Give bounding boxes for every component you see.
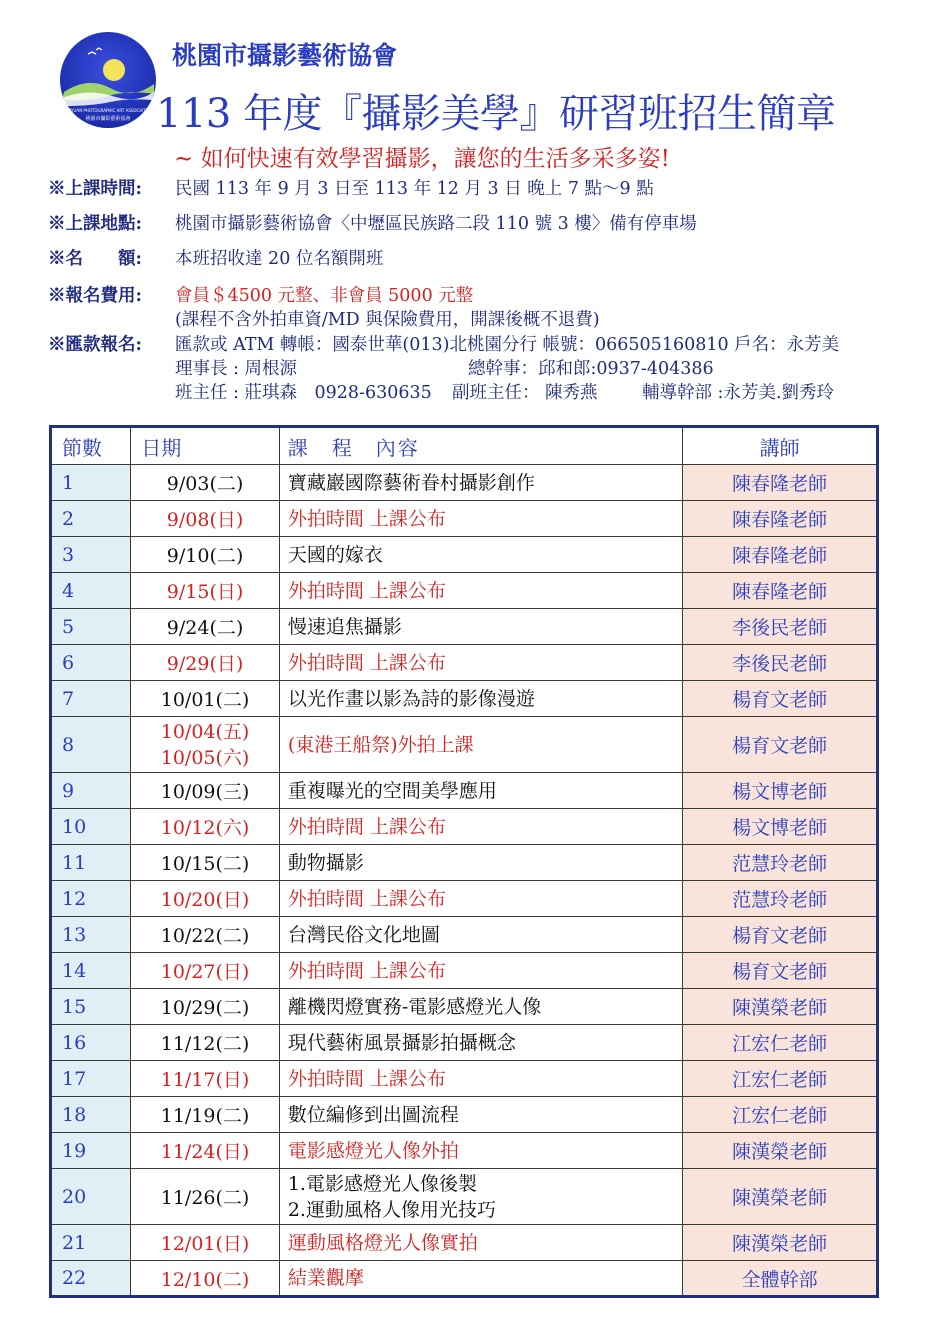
row-no: 8 bbox=[51, 717, 131, 773]
info-place bbox=[40, 212, 900, 236]
row-no: 19 bbox=[51, 1133, 131, 1169]
row-date: 10/09(三) bbox=[131, 773, 280, 809]
organization-name: 桃園市攝影藝術協會 bbox=[172, 41, 398, 70]
schedule-table bbox=[49, 425, 879, 1298]
table-row bbox=[51, 881, 878, 917]
row-date: 11/12(二) bbox=[131, 1025, 280, 1061]
logo-text-cn: 桃園市攝影藝術協會 bbox=[85, 116, 131, 122]
row-date: 12/01(日) bbox=[131, 1225, 280, 1261]
row-teacher: 陳漢榮老師 bbox=[683, 989, 878, 1025]
vice-director: 副班主任： 陳秀燕 bbox=[452, 383, 598, 403]
table-row bbox=[51, 917, 878, 953]
row-no: 18 bbox=[51, 1097, 131, 1133]
row-no: 17 bbox=[51, 1061, 131, 1097]
payment-value: 匯款或 ATM 轉帳：國泰世華(013)北桃園分行 帳號：066505160810 戶名：永芳美 bbox=[175, 335, 840, 355]
payment-label: ※匯款報名: bbox=[48, 335, 142, 355]
row-no: 6 bbox=[51, 645, 131, 681]
row-date-line1: 10/04(五) bbox=[160, 720, 250, 743]
row-no: 10 bbox=[51, 809, 131, 845]
table-row bbox=[51, 717, 878, 773]
row-no: 4 bbox=[51, 573, 131, 609]
row-date: 10/15(二) bbox=[131, 845, 280, 881]
row-no: 1 bbox=[51, 465, 131, 501]
row-date: 11/24(日) bbox=[131, 1133, 280, 1169]
staff: 輔導幹部 :永芳美.劉秀玲 bbox=[642, 383, 835, 403]
row-date: 11/17(日) bbox=[131, 1061, 280, 1097]
row-date: 9/29(日) bbox=[131, 645, 280, 681]
row-content bbox=[279, 1169, 682, 1225]
row-content: 現代藝術風景攝影拍攝概念 bbox=[279, 1025, 682, 1061]
row-no: 5 bbox=[51, 609, 131, 645]
row-date: 9/08(日) bbox=[131, 501, 280, 537]
table-row bbox=[51, 1261, 878, 1297]
row-content: 慢速追焦攝影 bbox=[279, 609, 682, 645]
page-subtitle: ~ 如何快速有效學習攝影，讓您的生活多采多姿! bbox=[174, 146, 670, 172]
row-content: 寶藏巖國際藝術眷村攝影創作 bbox=[279, 465, 682, 501]
row-no: 12 bbox=[51, 881, 131, 917]
row-content: 離機閃燈實務-電影感燈光人像 bbox=[279, 989, 682, 1025]
table-row bbox=[51, 465, 878, 501]
info-quota bbox=[40, 247, 900, 271]
row-content: 運動風格燈光人像實拍 bbox=[279, 1225, 682, 1261]
row-teacher: 范慧玲老師 bbox=[683, 845, 878, 881]
row-teacher: 江宏仁老師 bbox=[683, 1097, 878, 1133]
row-content-line2: 2.運動風格人像用光技巧 bbox=[287, 1198, 496, 1221]
row-date: 10/12(六) bbox=[131, 809, 280, 845]
fee-note: (課程不含外拍車資/MD 與保險費用，開課後概不退費) bbox=[175, 310, 600, 330]
row-content: 重複曝光的空間美學應用 bbox=[279, 773, 682, 809]
row-teacher: 江宏仁老師 bbox=[683, 1061, 878, 1097]
table-header-row bbox=[51, 427, 878, 465]
table-row bbox=[51, 1225, 878, 1261]
table-row bbox=[51, 537, 878, 573]
row-content: (東港王船祭)外拍上課 bbox=[279, 717, 682, 773]
row-content: 數位編修到出圖流程 bbox=[279, 1097, 682, 1133]
header-date: 日期 bbox=[131, 427, 280, 465]
row-date: 9/15(日) bbox=[131, 573, 280, 609]
row-content: 外拍時間 上課公布 bbox=[279, 573, 682, 609]
table-row bbox=[51, 645, 878, 681]
row-content: 外拍時間 上課公布 bbox=[279, 953, 682, 989]
info-payment bbox=[40, 333, 910, 405]
row-teacher: 范慧玲老師 bbox=[683, 881, 878, 917]
place-value: 桃園市攝影藝術協會〈中壢區民族路二段 110 號 3 樓〉備有停車場 bbox=[175, 214, 697, 234]
row-teacher: 楊育文老師 bbox=[683, 917, 878, 953]
row-teacher: 李後民老師 bbox=[683, 609, 878, 645]
row-content: 動物攝影 bbox=[279, 845, 682, 881]
row-date: 10/01(二) bbox=[131, 681, 280, 717]
row-date: 10/27(日) bbox=[131, 953, 280, 989]
table-row bbox=[51, 773, 878, 809]
page-title: 113 年度『攝影美學』研習班招生簡章 bbox=[156, 91, 836, 137]
row-teacher: 陳春隆老師 bbox=[683, 573, 878, 609]
row-no: 14 bbox=[51, 953, 131, 989]
table-row bbox=[51, 609, 878, 645]
header-no: 節數 bbox=[51, 427, 131, 465]
quota-label: ※名 額: bbox=[48, 249, 142, 269]
table-row bbox=[51, 989, 878, 1025]
table-row bbox=[51, 681, 878, 717]
row-no: 2 bbox=[51, 501, 131, 537]
info-fee bbox=[40, 284, 900, 332]
table-row bbox=[51, 1025, 878, 1061]
row-teacher: 陳漢榮老師 bbox=[683, 1225, 878, 1261]
table-row bbox=[51, 845, 878, 881]
row-teacher: 楊育文老師 bbox=[683, 681, 878, 717]
quota-value: 本班招收達 20 位名額開班 bbox=[175, 249, 384, 269]
row-content: 電影感燈光人像外拍 bbox=[279, 1133, 682, 1169]
row-content: 台灣民俗文化地圖 bbox=[279, 917, 682, 953]
class-director: 班主任 : 莊琪森 0928-630635 bbox=[175, 383, 432, 403]
row-date: 11/26(二) bbox=[131, 1169, 280, 1225]
row-date: 12/10(二) bbox=[131, 1261, 280, 1297]
row-date: 9/10(二) bbox=[131, 537, 280, 573]
chairman: 理事長 : 周根源 bbox=[175, 359, 298, 379]
row-no: 15 bbox=[51, 989, 131, 1025]
row-teacher: 李後民老師 bbox=[683, 645, 878, 681]
row-date: 11/19(二) bbox=[131, 1097, 280, 1133]
row-teacher: 全體幹部 bbox=[683, 1261, 878, 1297]
row-content: 外拍時間 上課公布 bbox=[279, 881, 682, 917]
row-date: 9/03(二) bbox=[131, 465, 280, 501]
header-content: 課 程 內容 bbox=[279, 427, 682, 465]
fee-label: ※報名費用: bbox=[48, 286, 142, 306]
row-no: 9 bbox=[51, 773, 131, 809]
secretary-general: 總幹事：邱和郎:0937-404386 bbox=[468, 359, 714, 379]
row-date: 10/29(二) bbox=[131, 989, 280, 1025]
row-no: 22 bbox=[51, 1261, 131, 1297]
association-logo bbox=[58, 30, 158, 130]
row-date: 10/22(二) bbox=[131, 917, 280, 953]
row-content: 外拍時間 上課公布 bbox=[279, 1061, 682, 1097]
row-teacher: 楊育文老師 bbox=[683, 953, 878, 989]
row-teacher: 陳春隆老師 bbox=[683, 501, 878, 537]
table-row bbox=[51, 501, 878, 537]
logo-text-en: TAOYUAN PHOTOGRAPHIC ART ASSOCIATION bbox=[63, 108, 153, 113]
row-no: 21 bbox=[51, 1225, 131, 1261]
row-date-line2: 10/05(六) bbox=[160, 746, 250, 769]
table-row bbox=[51, 1097, 878, 1133]
row-no: 20 bbox=[51, 1169, 131, 1225]
time-label: ※上課時間: bbox=[48, 179, 142, 199]
table-row bbox=[51, 809, 878, 845]
row-no: 16 bbox=[51, 1025, 131, 1061]
place-label: ※上課地點: bbox=[48, 214, 142, 234]
fee-value: 會員＄4500 元整、非會員 5000 元整 bbox=[175, 286, 474, 306]
row-teacher: 陳春隆老師 bbox=[683, 465, 878, 501]
row-teacher: 楊文博老師 bbox=[683, 809, 878, 845]
time-value: 民國 113 年 9 月 3 日至 113 年 12 月 3 日 晚上 7 點～9 點 bbox=[175, 179, 654, 199]
row-date: 9/24(二) bbox=[131, 609, 280, 645]
row-teacher: 陳春隆老師 bbox=[683, 537, 878, 573]
row-content: 天國的嫁衣 bbox=[279, 537, 682, 573]
row-teacher: 陳漢榮老師 bbox=[683, 1133, 878, 1169]
row-teacher: 楊育文老師 bbox=[683, 717, 878, 773]
table-row bbox=[51, 1133, 878, 1169]
table-row bbox=[51, 1169, 878, 1225]
table-row bbox=[51, 573, 878, 609]
row-content: 外拍時間 上課公布 bbox=[279, 809, 682, 845]
row-content: 以光作畫以影為詩的影像漫遊 bbox=[279, 681, 682, 717]
table-row bbox=[51, 1061, 878, 1097]
table-row bbox=[51, 953, 878, 989]
row-date bbox=[131, 717, 280, 773]
row-teacher: 陳漢榮老師 bbox=[683, 1169, 878, 1225]
info-time bbox=[40, 177, 900, 201]
row-no: 7 bbox=[51, 681, 131, 717]
row-no: 11 bbox=[51, 845, 131, 881]
row-content-line1: 1.電影感燈光人像後製 bbox=[287, 1172, 477, 1195]
row-content: 外拍時間 上課公布 bbox=[279, 501, 682, 537]
header-teacher: 講師 bbox=[683, 427, 878, 465]
row-teacher: 江宏仁老師 bbox=[683, 1025, 878, 1061]
row-content: 外拍時間 上課公布 bbox=[279, 645, 682, 681]
row-no: 13 bbox=[51, 917, 131, 953]
row-content: 結業觀摩 bbox=[279, 1261, 682, 1297]
row-date: 10/20(日) bbox=[131, 881, 280, 917]
row-no: 3 bbox=[51, 537, 131, 573]
row-teacher: 楊文博老師 bbox=[683, 773, 878, 809]
